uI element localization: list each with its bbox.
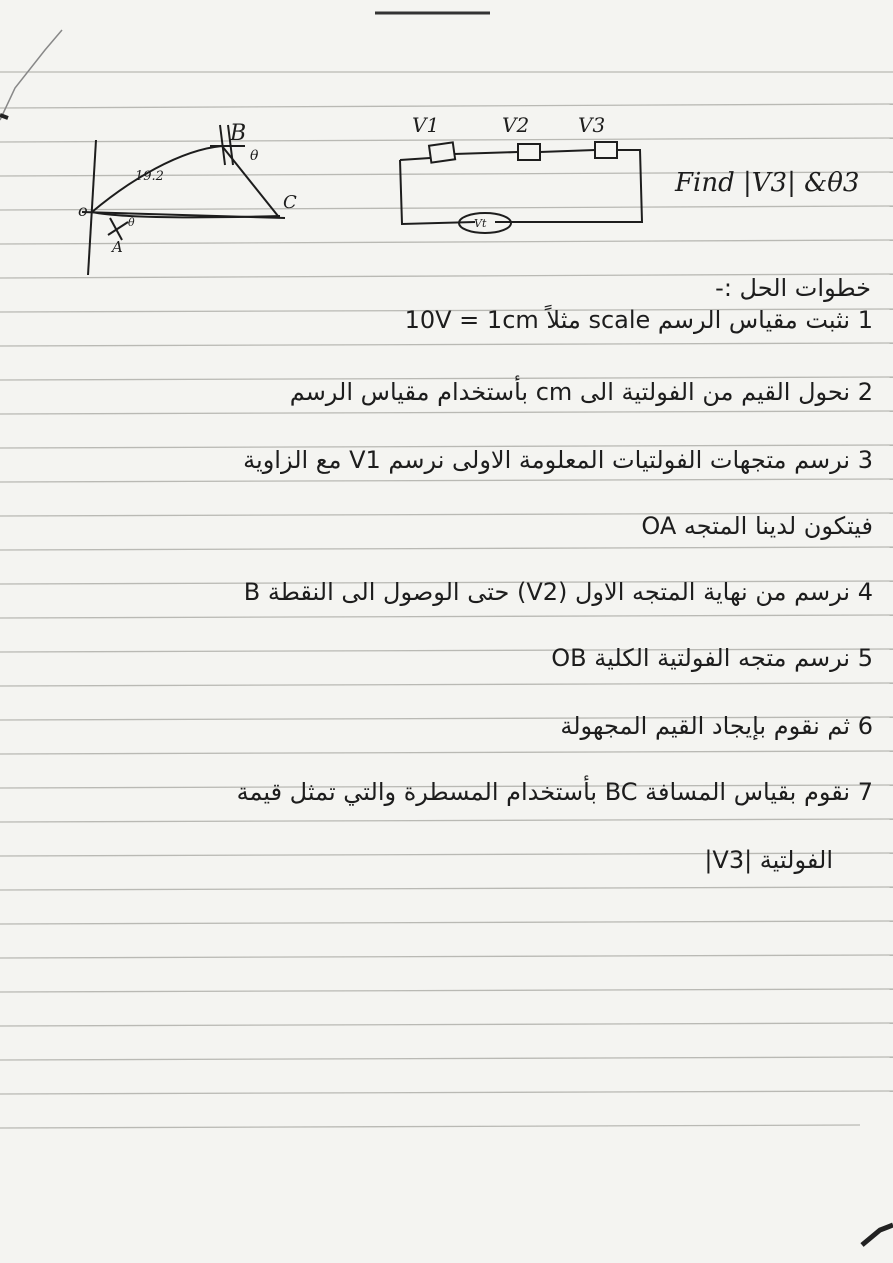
find-text: Find |V3| &θ3 [675, 168, 860, 198]
step-3-continued [533, 512, 873, 540]
step-2 [143, 378, 873, 406]
step-text: نرسم متجه الفولتية الكلية OB [551, 644, 851, 672]
step-text: فيتكون لدينا المتجه OA [641, 512, 873, 540]
step-7 [33, 778, 873, 806]
step-number: 1 [857, 306, 873, 334]
step-text: الفولتية |V3| [704, 846, 833, 874]
label-length: 19.2 [135, 169, 164, 184]
step-number: 5 [857, 644, 873, 672]
step-text: نثبت مقياس الرسم scale مثلاً 10V = 1cm [404, 306, 851, 334]
label-theta: θ [250, 148, 259, 164]
step-1 [233, 306, 873, 334]
element-v1 [429, 142, 455, 162]
phasor-diagram [70, 110, 330, 280]
step-text: نرسم متجهات الفولتيات المعلومة الاولى نرسم V1 مع الزاوية [243, 446, 851, 474]
step-text: ثم نقوم بإيجاد القيم المجهولة [560, 712, 851, 740]
step-number: 4 [857, 578, 873, 606]
step-7-continued [573, 846, 833, 874]
step-number: 2 [857, 378, 873, 406]
step-text: نرسم من نهاية المتجه الاول (V2) حتى الوصول الى النقطة B [243, 578, 851, 606]
label-o: o [78, 201, 88, 220]
label-v1: V1 [412, 113, 440, 137]
label-a: A [112, 238, 123, 256]
step-number: 6 [857, 712, 873, 740]
label-c: C [283, 192, 297, 213]
circuit-diagram [390, 110, 660, 240]
step-5 [393, 644, 873, 672]
label-theta-small: θ [128, 216, 135, 229]
step-3 [33, 446, 873, 474]
step-text: نحول القيم من الفولتية الى cm بأستخدام مقياس الرسم [289, 378, 851, 406]
step-text: نقوم بقياس المسافة BC بأستخدام المسطرة والتي تمثل قيمة [236, 778, 851, 806]
element-v2 [518, 144, 540, 160]
label-v2: V2 [502, 113, 530, 137]
step-6 [483, 712, 873, 740]
vertical-axis [88, 140, 96, 275]
solution-heading: خطوات الحل :- [715, 274, 871, 302]
step-number: 7 [857, 778, 873, 806]
label-v3: V3 [578, 113, 606, 137]
label-source: Vt [474, 217, 487, 230]
element-v3 [595, 142, 617, 158]
label-b: B [230, 121, 247, 146]
step-4 [33, 578, 873, 606]
step-number: 3 [857, 446, 873, 474]
